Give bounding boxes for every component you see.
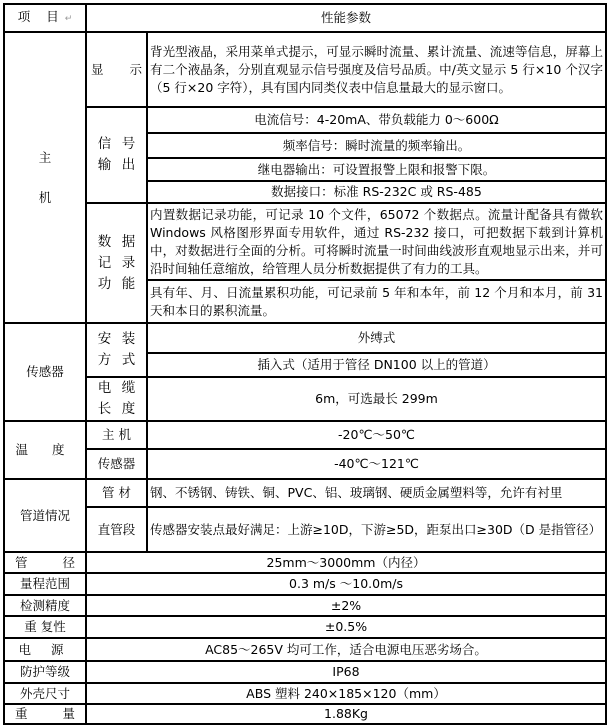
pipe-diameter-value: 25mm～3000mm（内径） [86, 552, 606, 573]
signal-current: 电流信号：4-20mA、带负载能力 0～600Ω [147, 107, 606, 133]
temp-host-label: 主 机 [86, 421, 147, 449]
enclosure-value: ABS 塑料 240×185×120（mm） [86, 683, 606, 704]
temp-sensor-value: -40℃～121℃ [147, 449, 606, 479]
header-row [4, 4, 606, 32]
header-params: 性能参数 [86, 4, 606, 32]
spec-row [4, 683, 606, 704]
pipe-material-value: 钢、不锈钢、铸铁、铜、PVC、铝、玻璃钢、硬质金属塑料等，允许有衬里 [147, 479, 606, 507]
header-item: 项 目↵ [4, 4, 86, 32]
signal-relay: 继电器输出：可设置报警上限和报警下限。 [147, 158, 606, 181]
protection-label: 防护等级 [4, 661, 86, 683]
cable-length-value: 6m，可选最长 299m [147, 377, 606, 421]
pipe-material-label: 管 材 [86, 479, 147, 507]
signal-output-label: 信 号 输 出 [86, 107, 147, 203]
repeatability-value: ±0.5% [86, 616, 606, 638]
sensor-install-row [4, 323, 606, 353]
data-logging-label: 数 据 记 录 功 能 [86, 203, 147, 323]
enclosure-label: 外壳尺寸 [4, 683, 86, 704]
pipe-row [4, 507, 606, 552]
logging-text: 内置数据记录功能，可记录 10 个文件，65072 个数据点。流量计配备具有微软 Windows 风格图形界面专用软件，通过 RS-232 接口，可把数据下载到计算机中，对数据进行全面的分析。可将瞬时流量一时间曲线波形直观地显示出来，并可沿时间轴任意缩放，给管理人员分析数据提供了有力的工具。 [147, 203, 606, 280]
pipe-row [4, 479, 606, 507]
power-label: 电 源 [4, 638, 86, 661]
spec-row [4, 638, 606, 661]
spec-row [4, 573, 606, 595]
straight-pipe-label: 直管段 [86, 507, 147, 552]
install-insertion: 插入式（适用于管径 DN100 以上的管道） [147, 353, 606, 377]
spec-table [3, 3, 607, 725]
signal-interface: 数据接口：标准 RS-232C 或 RS-485 [147, 181, 606, 203]
install-method-label: 安 装 方 式 [86, 323, 147, 377]
pipe-label: 管道情况 [4, 479, 86, 552]
pipe-diameter-label: 管 径 [4, 552, 86, 573]
weight-label: 重 量 [4, 704, 86, 724]
spec-row [4, 704, 606, 724]
signal-frequency: 频率信号：瞬时流量的频率输出。 [147, 133, 606, 158]
display-text: 背光型液晶，采用菜单式提示，可显示瞬时流量、累计流量、流速等信息，屏幕上有二个液晶条，分别直观显示信号强度及信号品质。中/英文显示 5 行×10 个汉字（5 行×20 字符），具有国内同类仪表中信息量最大的显示窗口。 [147, 32, 606, 107]
straight-pipe-value: 传感器安装点最好满足：上游≥10D，下游≥5D，距泵出口≥30D（D 是指管径） [147, 507, 606, 552]
temperature-row [4, 421, 606, 449]
accuracy-value: ±2% [86, 595, 606, 616]
temperature-label: 温 度 [4, 421, 86, 479]
host-display-row [4, 32, 606, 107]
temperature-row [4, 449, 606, 479]
cable-length-label: 电 缆 长 度 [86, 377, 147, 421]
install-clamp-on: 外缚式 [147, 323, 606, 353]
spec-row [4, 552, 606, 573]
spec-row [4, 616, 606, 638]
host-label: 主 机 [4, 32, 86, 323]
repeatability-label: 重 复性 [4, 616, 86, 638]
weight-value: 1.88Kg [86, 704, 606, 724]
accuracy-label: 检测精度 [4, 595, 86, 616]
range-value: 0.3 m/s ～10.0m/s [86, 573, 606, 595]
display-label: 显 示 [86, 32, 147, 107]
sensor-label: 传感器 [4, 323, 86, 421]
logging-row [4, 203, 606, 280]
spec-row [4, 661, 606, 683]
power-value: AC85～265V 均可工作，适合电源电压恶劣场合。 [86, 638, 606, 661]
spec-row [4, 595, 606, 616]
range-label: 量程范围 [4, 573, 86, 595]
signal-row [4, 107, 606, 133]
protection-value: IP68 [86, 661, 606, 683]
sensor-cable-row [4, 377, 606, 421]
temp-host-value: -20℃～50℃ [147, 421, 606, 449]
accumulation-text: 具有年、月、日流量累积功能，可记录前 5 年和本年，前 12 个月和本月，前 31 天和本日的累积流量。 [147, 280, 606, 323]
temp-sensor-label: 传感器 [86, 449, 147, 479]
